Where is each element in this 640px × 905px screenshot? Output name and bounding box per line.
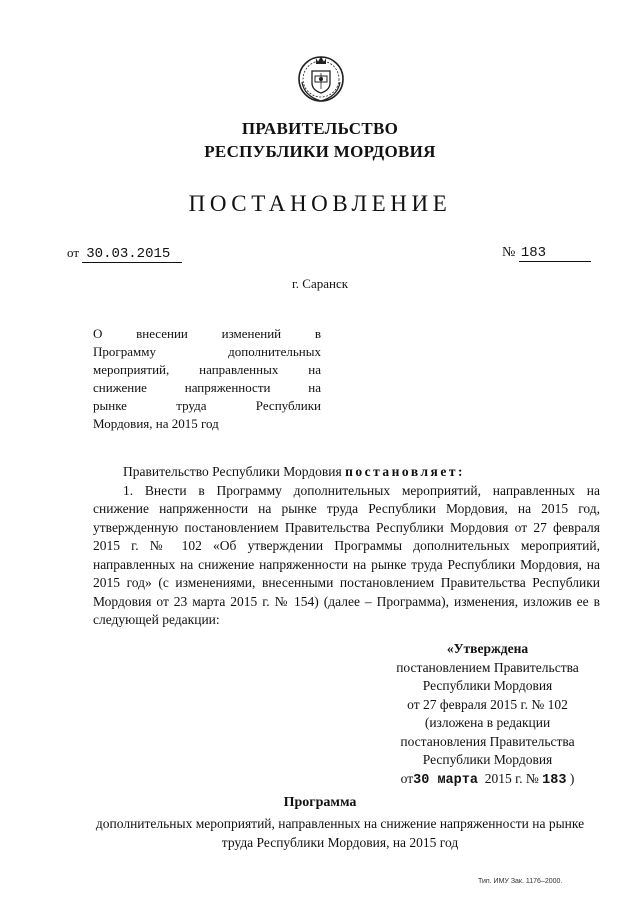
city-line: г. Саранск	[291, 276, 349, 291]
resolution-body	[93, 463, 600, 630]
approval-date: 30 марта	[413, 772, 478, 788]
document-date: 30.03.2015	[82, 246, 182, 263]
printer-note: Тип. ИМУ Зак. 1176–2000.	[478, 878, 563, 885]
subject-line: рынке труда Республики	[93, 398, 321, 413]
subject-block	[93, 325, 321, 433]
resolution-intro	[93, 463, 600, 482]
subject-line: О внесении изменений в	[93, 326, 321, 341]
government-title-line1: ПРАВИТЕЛЬСТВО	[241, 119, 399, 138]
program-title: Программа	[283, 795, 357, 810]
subject-line: мероприятий, направленных на	[93, 362, 321, 377]
approval-line: (изложена в редакции	[424, 715, 551, 730]
coat-of-arms-icon	[296, 52, 346, 104]
approval-line: постановления Правительства	[400, 733, 575, 749]
resolution-paragraph-1: 1. Внести в Программу дополнительных мероприятий, направленных на снижение напряженности на рынке труда Республики Мордовия, на 2015 год, утвержденную постановлением Правительства Республики Мордовия от 27 февраля 2015 г. № 102 «Об утверждении Программы дополнительных мероприятий, направленных на снижение напряженности на рынке труда Республики Мордовия, на 2015 год» (с изменениями, внесенными постановлением Правительства Республики Мордовия от 23 марта 2015 г. № 154) (далее – Программа), изменения, изложив ее в следующей редакции:	[93, 482, 600, 627]
subject-line: Мордовия, на 2015 год	[93, 416, 219, 431]
approval-heading: «Утверждена	[446, 641, 529, 656]
approval-last-line	[365, 770, 610, 791]
intro-text: Правительство Республики Мордовия	[123, 464, 342, 479]
approval-stamp-block	[365, 640, 610, 790]
approval-suffix: )	[569, 770, 575, 786]
document-type-title: ПОСТАНОВЛЕНИЕ	[188, 191, 452, 216]
approval-last-prefix: от	[400, 770, 414, 786]
date-field	[67, 245, 182, 263]
intro-emphasis: постановляет:	[345, 464, 465, 479]
subject-line: Программу дополнительных	[93, 344, 321, 359]
number-field	[502, 245, 591, 262]
approval-line: Республики Мордовия	[422, 678, 553, 693]
subject-line: снижение напряженности на	[93, 380, 321, 395]
date-prefix: от	[67, 245, 80, 260]
approval-line: от 27 февраля 2015 г. № 102	[407, 696, 568, 712]
government-title-line2: РЕСПУБЛИКИ МОРДОВИЯ	[204, 142, 436, 161]
approval-number: 183	[542, 772, 567, 788]
approval-year: 2015 г. №	[484, 770, 539, 786]
number-prefix: №	[502, 245, 516, 260]
approval-line: постановлением Правительства	[396, 659, 579, 675]
program-subtitle: дополнительных мероприятий, направленных на снижение напряженности на рынке труда Республики Мордовия, на 2015 год	[95, 816, 585, 850]
document-number: 183	[519, 245, 591, 262]
approval-line: Республики Мордовия	[422, 752, 553, 767]
